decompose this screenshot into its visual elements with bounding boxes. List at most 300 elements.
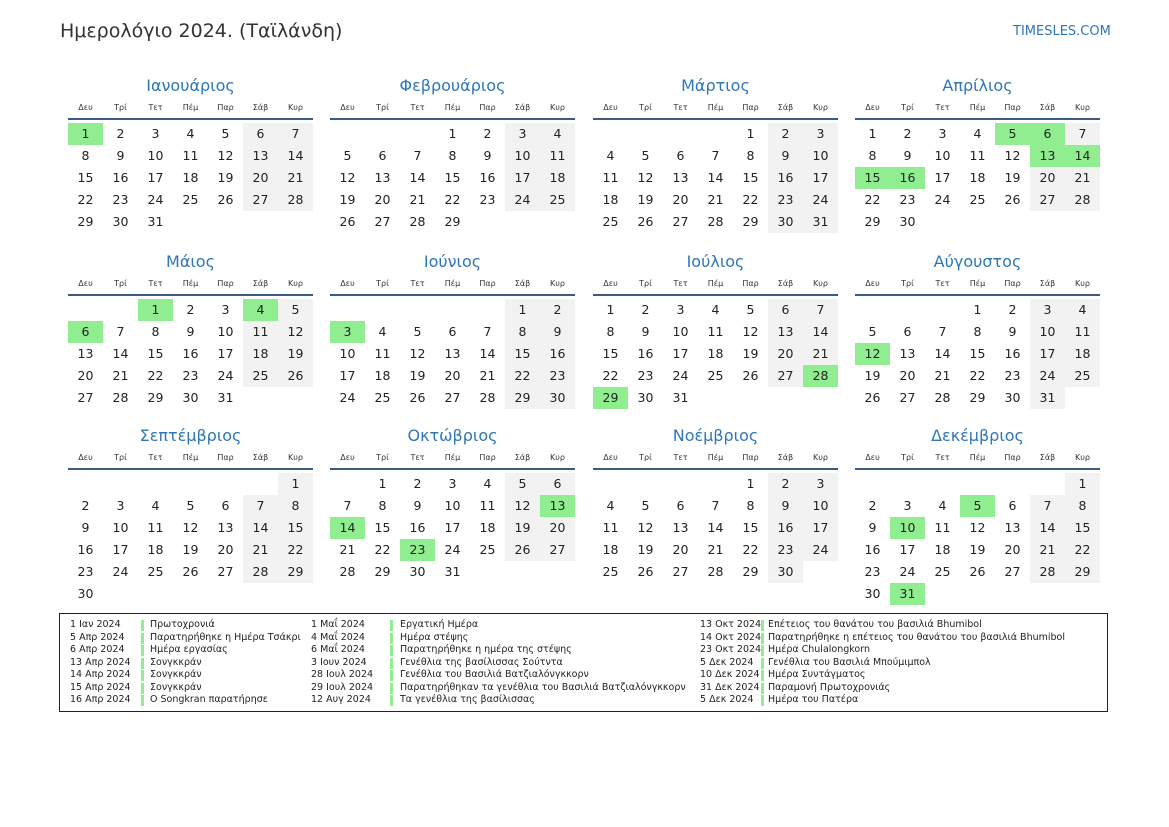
day-cell: 1 (1065, 473, 1100, 495)
month-name: Νοέμβριος (672, 426, 759, 445)
day-cell: 6 (676, 148, 685, 163)
day-cell: 10 (112, 520, 129, 535)
day-cell: 7 (803, 299, 838, 321)
day-cell: 5 (343, 148, 352, 163)
day-cell: 26 (742, 368, 759, 383)
day-cell: 18 (182, 170, 199, 185)
day-cell: 19 (742, 346, 759, 361)
day-cell: 3 (448, 476, 457, 491)
day-cell: 24 (803, 189, 838, 211)
day-cell: 11 (934, 520, 951, 535)
day-cell: 26 (339, 214, 356, 229)
day-cell: 5 (278, 299, 313, 321)
day-cell: 8 (746, 148, 755, 163)
day-cell: 20 (672, 192, 689, 207)
month-name: Δεκέμβριος (931, 426, 1024, 445)
day-cell: 25 (602, 214, 619, 229)
weekday-label: Πέμ (969, 279, 986, 288)
day-cell: 2 (768, 473, 803, 495)
day-cell: 12 (217, 148, 234, 163)
day-cell: 28 (243, 561, 278, 583)
day-cell: 18 (1065, 343, 1100, 365)
day-cell: 23 (768, 189, 803, 211)
day-cell: 25 (934, 564, 951, 579)
day-cell: 31 (444, 564, 461, 579)
legend-date: 5 Δεκ 2024 (700, 694, 754, 705)
month-block (330, 424, 575, 583)
day-cell: 28 (934, 390, 951, 405)
day-cell: 23 (637, 368, 654, 383)
day-cell: 22 (602, 368, 619, 383)
day-cell: 2 (186, 302, 195, 317)
day-cell: 7 (116, 324, 125, 339)
day-cell-holiday: 4 (243, 299, 278, 321)
day-cell: 26 (637, 564, 654, 579)
day-cell: 30 (768, 561, 803, 583)
day-blank (208, 473, 243, 495)
day-cell: 12 (409, 346, 426, 361)
day-cell: 25 (147, 564, 164, 579)
day-cell: 29 (278, 561, 313, 583)
day-cell: 19 (409, 368, 426, 383)
day-cell: 17 (899, 542, 916, 557)
day-cell: 28 (409, 214, 426, 229)
weekday-label: Παρ (1004, 453, 1021, 462)
day-cell: 26 (409, 390, 426, 405)
day-blank (925, 473, 960, 495)
day-blank (890, 299, 925, 321)
day-cell: 27 (1004, 564, 1021, 579)
day-cell: 9 (868, 520, 877, 535)
day-cell: 12 (742, 324, 759, 339)
day-cell: 6 (1008, 498, 1017, 513)
weekday-label: Παρ (479, 453, 496, 462)
day-cell: 26 (864, 390, 881, 405)
day-blank (698, 473, 733, 495)
day-cell: 27 (540, 539, 575, 561)
month-name: Απρίλιος (942, 76, 1013, 95)
day-cell: 29 (742, 564, 759, 579)
day-cell: 7 (1030, 495, 1065, 517)
weekday-label: Τρί (901, 103, 914, 112)
legend-color-swatch (761, 620, 764, 631)
day-cell: 25 (479, 542, 496, 557)
day-cell: 4 (973, 126, 982, 141)
day-cell: 13 (374, 170, 391, 185)
weekday-label: Σάβ (777, 453, 794, 462)
day-cell: 20 (899, 368, 916, 383)
day-cell: 14 (479, 346, 496, 361)
day-cell: 4 (540, 123, 575, 145)
day-cell: 6 (448, 324, 457, 339)
day-cell: 2 (641, 302, 650, 317)
day-cell-holiday: 10 (890, 517, 925, 539)
day-cell: 12 (505, 495, 540, 517)
day-cell: 2 (868, 498, 877, 513)
legend-holiday-name: Ημέρα Chulalongkorn (768, 644, 871, 655)
weekday-label: Πέμ (444, 103, 461, 112)
day-cell: 2 (116, 126, 125, 141)
day-cell: 12 (339, 170, 356, 185)
day-cell: 15 (969, 346, 986, 361)
day-cell: 22 (77, 192, 94, 207)
day-cell: 8 (505, 321, 540, 343)
day-cell: 20 (1030, 167, 1065, 189)
day-cell: 10 (505, 145, 540, 167)
day-cell: 28 (1065, 189, 1100, 211)
legend-holiday-name: Επέτειος του θανάτου του βασιλιά Bhumibol (768, 619, 982, 630)
day-cell: 7 (711, 148, 720, 163)
day-cell: 22 (278, 539, 313, 561)
day-cell: 24 (672, 368, 689, 383)
day-cell: 28 (339, 564, 356, 579)
day-cell: 22 (147, 368, 164, 383)
day-cell: 30 (112, 214, 129, 229)
weekday-label: Τετ (935, 279, 950, 288)
day-cell: 4 (938, 498, 947, 513)
day-cell: 13 (77, 346, 94, 361)
day-cell: 21 (339, 542, 356, 557)
day-cell: 20 (243, 167, 278, 189)
day-cell: 17 (934, 170, 951, 185)
day-blank (365, 299, 400, 321)
day-cell: 16 (768, 517, 803, 539)
day-cell: 10 (934, 148, 951, 163)
day-cell: 5 (186, 498, 195, 513)
weekday-label: Τρί (901, 453, 914, 462)
weekday-label: Παρ (1004, 279, 1021, 288)
page-title: Ημερολόγιο 2024. (Ταϊλάνδη) (60, 20, 343, 42)
weekday-label: Τετ (410, 453, 425, 462)
day-cell: 24 (1030, 365, 1065, 387)
weekday-label: Κυρ (288, 453, 303, 462)
day-cell: 9 (81, 520, 90, 535)
day-blank (470, 299, 505, 321)
day-cell: 2 (768, 123, 803, 145)
weekday-label: Δευ (865, 103, 880, 112)
day-cell: 11 (147, 520, 164, 535)
weekday-label: Τρί (376, 453, 389, 462)
month-block (855, 424, 1100, 605)
legend-holiday-name: Σονγκκράν (150, 656, 202, 668)
legend-holiday-name: Γενέθλια της βασίλισσας Σούτντα (400, 656, 563, 668)
day-cell: 12 (1004, 148, 1021, 163)
legend-color-swatch (390, 633, 393, 644)
weekday-label: Κυρ (1075, 279, 1090, 288)
day-cell-holiday: 5 (960, 495, 995, 517)
legend-color-swatch (761, 658, 764, 669)
legend-date: 1 Μαΐ 2024 (311, 619, 365, 630)
weekday-label: Κυρ (813, 279, 828, 288)
day-cell: 1 (606, 302, 615, 317)
day-cell: 31 (672, 390, 689, 405)
day-cell: 3 (221, 302, 230, 317)
month-block (68, 74, 313, 233)
day-cell: 13 (672, 170, 689, 185)
day-cell: 30 (182, 390, 199, 405)
day-cell: 22 (444, 192, 461, 207)
day-blank (663, 123, 698, 145)
legend-holiday-name: Παρατηρήθηκε η ημέρα της στέψης (400, 644, 572, 655)
weekday-label: Δευ (340, 103, 355, 112)
day-cell: 15 (278, 517, 313, 539)
day-grid (593, 299, 838, 409)
day-cell-holiday: 1 (138, 299, 173, 321)
day-cell-holiday: 1 (68, 123, 103, 145)
day-cell-holiday: 3 (330, 321, 365, 343)
holiday-legend (59, 613, 1108, 712)
day-cell: 26 (278, 365, 313, 387)
day-cell: 25 (707, 368, 724, 383)
day-cell: 21 (112, 368, 129, 383)
day-cell: 15 (444, 170, 461, 185)
day-cell: 1 (973, 302, 982, 317)
day-cell: 21 (803, 343, 838, 365)
legend-holiday-name: Τα γενέθλια της βασίλισσας (400, 694, 535, 705)
legend-date: 13 Απρ 2024 (70, 656, 131, 668)
day-blank (330, 299, 365, 321)
weekday-label: Τετ (673, 103, 688, 112)
day-cell: 27 (217, 564, 234, 579)
day-cell: 15 (505, 343, 540, 365)
day-cell: 2 (903, 126, 912, 141)
month-block (855, 250, 1100, 409)
day-cell: 12 (969, 520, 986, 535)
day-blank (330, 123, 365, 145)
weekday-label: Δευ (340, 279, 355, 288)
day-cell: 8 (746, 498, 755, 513)
weekday-label: Σάβ (1039, 103, 1056, 112)
day-cell: 8 (868, 148, 877, 163)
day-cell: 25 (602, 564, 619, 579)
day-cell: 20 (374, 192, 391, 207)
weekday-label: Πέμ (182, 279, 199, 288)
day-cell: 5 (641, 498, 650, 513)
day-cell: 10 (803, 495, 838, 517)
weekday-label: Τετ (410, 103, 425, 112)
day-cell: 13 (444, 346, 461, 361)
legend-date: 23 Οκτ 2024 (700, 644, 762, 655)
day-cell: 26 (182, 564, 199, 579)
day-cell: 29 (864, 214, 881, 229)
day-blank (593, 473, 628, 495)
weekday-label: Τετ (673, 279, 688, 288)
day-cell: 30 (540, 387, 575, 409)
weekday-label: Πέμ (969, 453, 986, 462)
day-cell: 14 (112, 346, 129, 361)
day-cell: 28 (112, 390, 129, 405)
day-cell-holiday: 16 (890, 167, 925, 189)
weekday-label: Κυρ (1075, 103, 1090, 112)
day-cell: 11 (707, 324, 724, 339)
weekday-header (855, 448, 1100, 470)
weekday-label: Παρ (1004, 103, 1021, 112)
day-cell: 17 (672, 346, 689, 361)
day-cell-holiday: 12 (855, 343, 890, 365)
day-cell-holiday: 23 (400, 539, 435, 561)
day-cell: 4 (186, 126, 195, 141)
day-cell: 11 (374, 346, 391, 361)
day-cell: 24 (217, 368, 234, 383)
month-block (330, 250, 575, 409)
day-cell: 20 (540, 517, 575, 539)
weekday-label: Σάβ (252, 103, 269, 112)
day-cell: 5 (868, 324, 877, 339)
legend-color-swatch (761, 683, 764, 694)
day-cell: 15 (742, 520, 759, 535)
legend-date: 14 Απρ 2024 (70, 669, 131, 680)
day-blank (628, 123, 663, 145)
day-cell: 7 (1065, 123, 1100, 145)
legend-holiday-name: Ημέρα Συντάγματος (768, 669, 866, 680)
day-cell: 19 (339, 192, 356, 207)
day-cell: 26 (505, 539, 540, 561)
day-cell: 12 (637, 170, 654, 185)
day-cell: 3 (803, 473, 838, 495)
day-cell: 17 (803, 167, 838, 189)
day-cell: 15 (1065, 517, 1100, 539)
day-cell: 22 (969, 368, 986, 383)
day-cell: 27 (672, 214, 689, 229)
day-cell: 30 (77, 586, 94, 601)
weekday-label: Κυρ (550, 453, 565, 462)
legend-date: 5 Δεκ 2024 (700, 656, 754, 668)
day-cell: 22 (864, 192, 881, 207)
day-cell: 17 (339, 368, 356, 383)
day-cell: 10 (339, 346, 356, 361)
day-blank (400, 299, 435, 321)
day-cell: 29 (1065, 561, 1100, 583)
day-cell-holiday: 15 (855, 167, 890, 189)
month-name: Ιούνιος (423, 252, 482, 271)
day-cell: 1 (378, 476, 387, 491)
weekday-header (330, 98, 575, 120)
weekday-label: Τετ (148, 103, 163, 112)
day-cell: 1 (746, 126, 755, 141)
legend-holiday-name: Ημέρα εργασίας (150, 644, 228, 655)
day-cell: 18 (147, 542, 164, 557)
day-cell: 11 (182, 148, 199, 163)
day-blank (138, 473, 173, 495)
day-grid (330, 123, 575, 233)
day-cell: 15 (374, 520, 391, 535)
day-cell: 4 (606, 148, 615, 163)
day-cell: 17 (803, 517, 838, 539)
day-grid (68, 473, 313, 605)
site-link[interactable]: TIMESLES.COM (1013, 24, 1111, 39)
day-cell-holiday: 14 (1065, 145, 1100, 167)
day-cell: 20 (1004, 542, 1021, 557)
day-cell: 24 (147, 192, 164, 207)
day-cell: 18 (540, 167, 575, 189)
weekday-label: Τετ (148, 279, 163, 288)
weekday-label: Δευ (865, 453, 880, 462)
day-cell: 28 (479, 390, 496, 405)
day-blank (663, 473, 698, 495)
day-cell: 10 (672, 324, 689, 339)
day-cell: 9 (768, 495, 803, 517)
day-cell: 19 (1004, 170, 1021, 185)
weekday-label: Τρί (114, 279, 127, 288)
weekday-label: Σάβ (777, 279, 794, 288)
day-cell: 8 (378, 498, 387, 513)
day-cell: 9 (413, 498, 422, 513)
weekday-label: Σάβ (514, 279, 531, 288)
legend-date: 28 Ιουλ 2024 (311, 669, 374, 680)
legend-date: 1 Ιαν 2024 (70, 619, 121, 630)
legend-holiday-name: Ημέρα στέψης (400, 631, 469, 643)
day-cell: 3 (676, 302, 685, 317)
legend-color-swatch (390, 670, 393, 681)
legend-date: 6 Απρ 2024 (70, 644, 125, 655)
day-cell-holiday: 29 (593, 387, 628, 409)
day-cell: 7 (413, 148, 422, 163)
weekday-header (855, 274, 1100, 296)
day-cell: 19 (505, 517, 540, 539)
day-blank (995, 473, 1030, 495)
day-cell: 17 (505, 167, 540, 189)
day-cell: 25 (1065, 365, 1100, 387)
month-block (593, 74, 838, 233)
weekday-label: Σάβ (514, 103, 531, 112)
day-cell: 20 (217, 542, 234, 557)
weekday-label: Τετ (410, 279, 425, 288)
month-name: Μάιος (166, 252, 215, 271)
legend-color-swatch (761, 695, 764, 706)
day-cell: 27 (899, 390, 916, 405)
day-cell-holiday: 31 (890, 583, 925, 605)
day-blank (435, 299, 470, 321)
day-cell: 24 (803, 539, 838, 561)
day-grid (68, 123, 313, 233)
day-cell: 24 (444, 542, 461, 557)
month-name: Ιανουάριος (146, 76, 235, 95)
legend-date: 14 Οκτ 2024 (700, 631, 762, 643)
legend-color-swatch (141, 658, 144, 669)
day-cell: 9 (768, 145, 803, 167)
day-cell: 5 (746, 302, 755, 317)
day-cell: 4 (151, 498, 160, 513)
legend-color-swatch (761, 633, 764, 644)
day-cell: 15 (602, 346, 619, 361)
month-name: Ιούλιος (686, 252, 745, 271)
day-cell: 15 (147, 346, 164, 361)
day-cell: 21 (934, 368, 951, 383)
day-cell: 18 (243, 343, 278, 365)
day-cell: 5 (505, 473, 540, 495)
weekday-header (593, 98, 838, 120)
day-cell: 24 (899, 564, 916, 579)
day-cell: 25 (374, 390, 391, 405)
day-cell: 23 (77, 564, 94, 579)
legend-color-swatch (141, 620, 144, 631)
day-cell: 26 (1004, 192, 1021, 207)
weekday-header (68, 448, 313, 470)
day-cell: 12 (182, 520, 199, 535)
legend-color-swatch (390, 695, 393, 706)
weekday-label: Κυρ (288, 279, 303, 288)
legend-holiday-name: Ημέρα του Πατέρα (768, 694, 859, 705)
weekday-label: Πέμ (707, 279, 724, 288)
day-cell: 3 (151, 126, 160, 141)
day-blank (593, 123, 628, 145)
day-cell: 14 (243, 517, 278, 539)
legend-holiday-name: Γενέθλια του Βασιλιά Βατζιαλόνγκκορν (400, 669, 589, 680)
day-blank (925, 299, 960, 321)
legend-date: 3 Ιουν 2024 (311, 656, 367, 668)
weekday-label: Τετ (935, 103, 950, 112)
legend-date: 10 Δεκ 2024 (700, 669, 760, 680)
